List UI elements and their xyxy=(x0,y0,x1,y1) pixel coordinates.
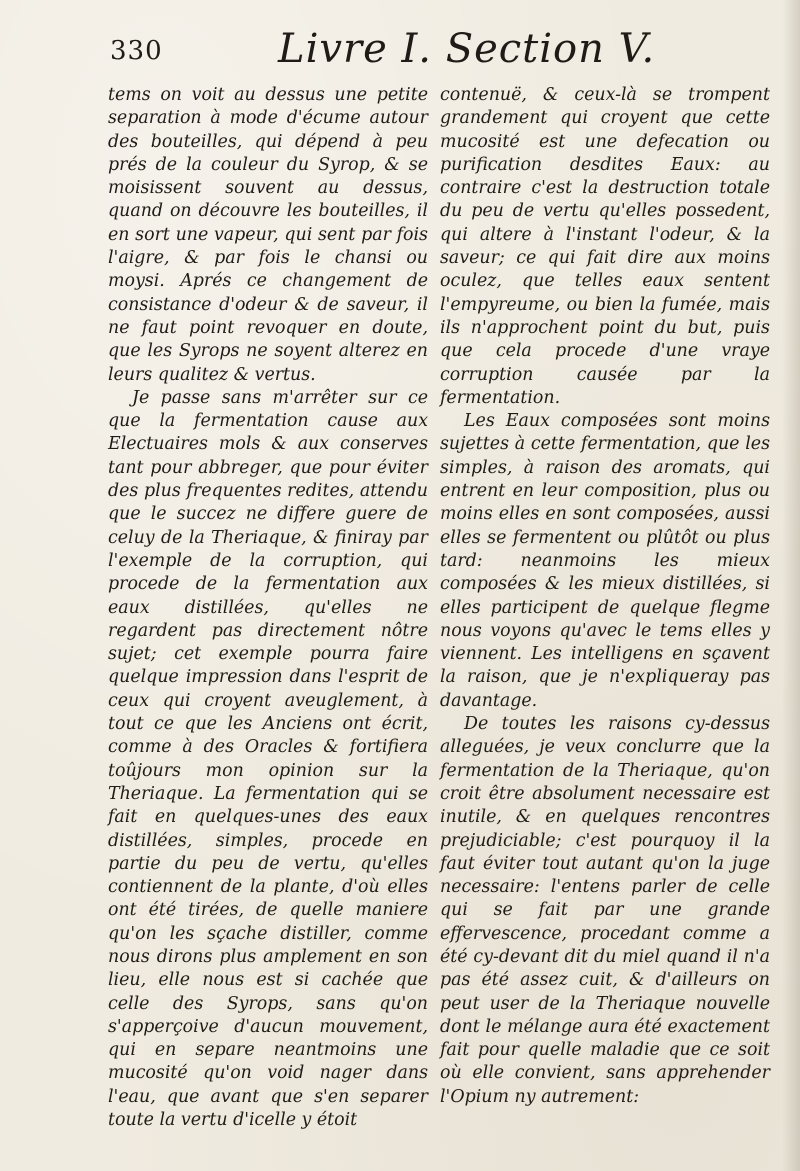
paragraph: contenuë, & ceux-là se trompent grandement qui croyent que cette mucosité est une defecation ou purification desdites Eaux: au contraire c'est la destruction totale du peu de vertu qu'elles possedent, qui altere à l'instant l'odeur, & la saveur; ce qui fait dire aux moins oculez, que telles eaux sentent l'empyreume, ou bien la fumée, mais ils n'approchent point du but, puis que cela procede d'une vraye corruption causée par la fermentation. xyxy=(440,85,770,408)
page-edge-shadow xyxy=(782,0,800,1171)
page-number: 330 xyxy=(110,36,163,66)
paragraph: Je passe sans m'arrêter sur ce que la fermentation cause aux Electuaires mols & aux conserves tant pour abbreger, que pour éviter des plus frequentes redites, attendu que le succez ne differe guere de celuy de la Theriaque, & finiray par l'exemple de la corruption, qui procede de la fermentation aux eaux distillées, qu'elles ne regardent pas directement nôtre sujet; cet exemple pourra faire quelque impression dans l'esprit de ceux qui croyent aveuglement, à tout ce que les Anciens ont écrit, comme à des Oracles & fortifiera toûjours mon opinion sur la Theriaque. La fermentation qui se fait en quelques-unes des eaux distillées, simples, procede en partie du peu de vertu, qu'elles contiennent de la plante, d'où elles ont été tirées, de quelle maniere qu'on les sçache distiller, comme nous dirons plus amplement en son lieu, elle nous est si cachée que celle des Syrops, sans qu'on s'apperçoive d'aucun mouvement, qui en separe neantmoins une mucosité qu'on void nager dans l'eau, que avant que s'en separer toute la vertu d'icelle y étoit xyxy=(108,387,428,1131)
paragraph: tems on voit au dessus une petite separation à mode d'écume autour des bouteilles, qui dépend à peu prés de la couleur du Syrop, & se moisissent souvent au dessus, quand on découvre les bouteilles, il en sort une vapeur, qui sent par fois l'aigre, & par fois le chansi ou moysi. Aprés ce changement de consistance d'odeur & de saveur, il ne faut point revoquer en doute, que les Syrops ne soyent alterez en leurs qualitez & vertus. xyxy=(108,85,428,385)
page-header xyxy=(110,22,770,82)
paragraph: Les Eaux composées sont moins sujettes à cette fermentation, que les simples, à raison des aromats, qui entrent en leur composition, plus ou moins elles en sont composées, aussi elles se fermentent ou plûtôt ou plus tard: neanmoins les mieux composées & les mieux distillées, si elles participent de quelque flegme nous voyons qu'avec le tems elles y viennent. Les intelligens en sçavent la raison, que je n'expliqueray pas davantage. xyxy=(440,411,770,711)
left-text-column xyxy=(108,84,428,1132)
right-text-column xyxy=(440,84,770,1109)
paragraph: De toutes les raisons cy-dessus alleguées, je veux conclurre que la fermentation de la Theriaque, qu'on croit être absolument necessaire est inutile, & en quelques rencontres prejudiciable; c'est pourquoy il la faut éviter tout autant qu'on la juge necessaire: l'entens parler de celle qui se fait par une grande effervescence, procedant comme a été cy-devant dit du miel quand il n'a pas été assez cuit, & d'ailleurs on peut user de la Theriaque nouvelle dont le mélange aura été exactement fait pour quelle maladie que ce soit où elle convient, sans apprehender l'Opium ny autrement: xyxy=(440,714,770,1107)
running-title: Livre I. Section V. xyxy=(278,26,656,72)
